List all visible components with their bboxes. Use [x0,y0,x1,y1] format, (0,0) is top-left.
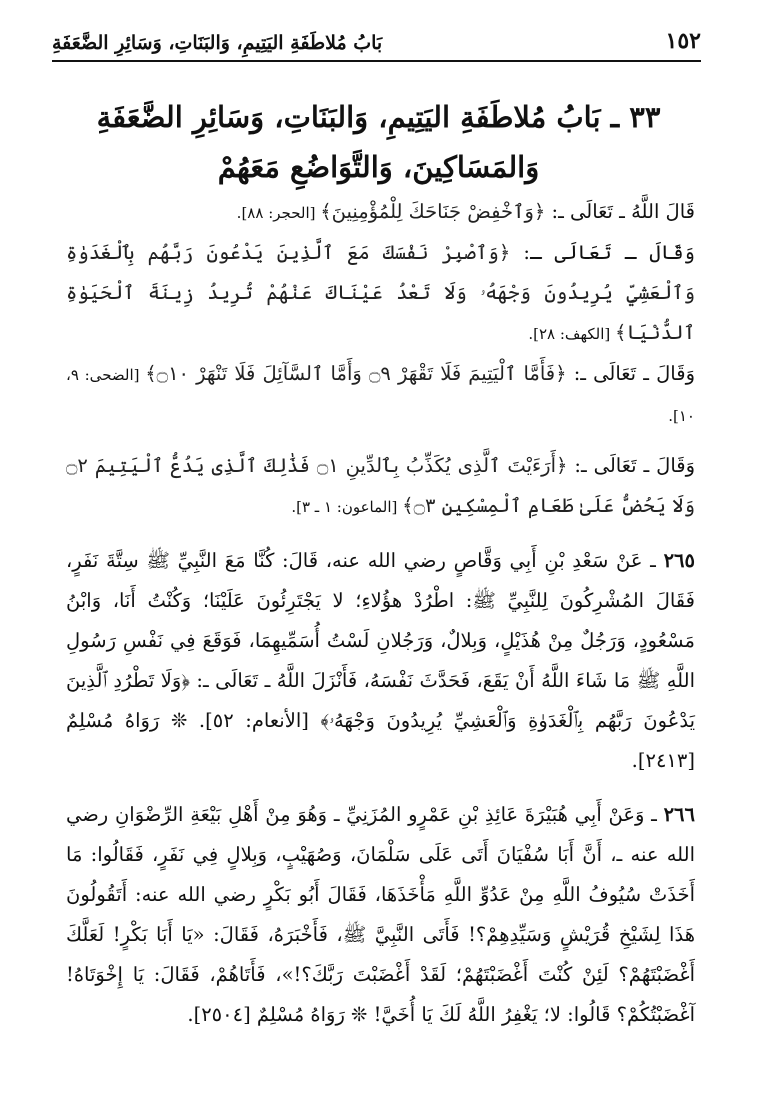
quran-verse: ﴿أَرَءَيْتَ ٱلَّذِى يُكَذِّبُ بِٱلدِّينِ ۝١ فَذَٰلِكَ ٱلَّذِى يَدُعُّ ٱلْيَتِيمَ ۝٢ وَلَا يَحُضُّ عَلَىٰ طَعَامِ ٱلْمِسْكِينِ ۝٣﴾ [66,454,695,517]
verse-intro: وَقَالَ ـ تَعَالَى ـ: [567,454,695,477]
quran-verse: ﴿وَٱخْفِضْ جَنَاحَكَ لِلْمُؤْمِنِينَ﴾ [320,200,546,223]
verse-reference: [الماعون: ١ ـ ٣]. [291,498,403,516]
verse-intro: قَالَ اللَّهُ ـ تَعَالَى ـ: [545,200,695,223]
chapter-title-line2: وَالمَسَاكِينَ، وَالتَّوَاضُعِ مَعَهُمْ [217,150,540,184]
running-title: بَابُ مُلاطَفَةِ اليَتِيمِ، وَالبَنَاتِ، وَسَائِرِ الضَّعَفَةِ [52,32,383,54]
verse-intro: وَقَالَ ـ تَعَالَى ـ: [510,241,695,264]
verse-paragraph [66,354,695,436]
verse-paragraph [66,446,695,527]
page-number: ١٥٢ [665,28,701,54]
verse-paragraph [66,233,695,354]
chapter-title-line1: ٣٣ ـ بَابُ مُلاطَفَةِ اليَتِيمِ، وَالبَنَاتِ، وَسَائِرِ الضَّعَفَةِ [96,100,661,134]
verse-paragraph [66,192,695,233]
hadith-paragraph [66,795,695,1035]
verse-intro: وَقَالَ ـ تَعَالَى ـ: [566,362,695,385]
verse-reference: [الضحى: ٩، ١٠]. [66,366,695,425]
page-header [52,14,701,62]
spacer [66,436,695,446]
chapter-title [60,92,697,192]
quran-verse: ﴿وَٱصْبِرْ نَفْسَكَ مَعَ ٱلَّذِينَ يَدْعُونَ رَبَّهُم بِٱلْغَدَوٰةِ وَٱلْعَشِيِّ يُرِيدُونَ وَجْهَهُۥ وَلَا تَعْدُ عَيْنَاكَ عَنْهُمْ تُرِيدُ زِينَةَ ٱلْحَيَوٰةِ ٱلدُّنْيَا﴾ [66,241,695,344]
hadith-paragraph [66,541,695,781]
body-text [66,192,695,1035]
hadith-text: ـ عَنْ سَعْدِ بْنِ أَبِي وَقَّاصٍ رضي الله عنه، قَالَ: كُنَّا مَعَ النَّبِيِّ ﷺ سِتَّةَ نَفَرٍ، فَقَالَ المُشْرِكُونَ لِلنَّبِيِّ ﷺ: اطْرُدْ هؤُلاءِ؛ لا يَجْتَرِئُونَ عَلَيْنَا؛ وَكُنْتُ أَنَا، وَابْنُ مَسْعُودٍ، وَرَجُلٌ مِنْ هُذَيْلٍ، وَبِلالٌ، وَرَجُلانِ لَسْتُ أُسَمِّيهِمَا، فَوَقَعَ فِي نَفْسِ رَسُولِ اللَّهِ ﷺ مَا شَاءَ اللَّهُ أَنْ يَقَعَ، فَحَدَّثَ نَفْسَهُ، فَأَنْزَلَ اللَّهُ ـ تَعَالَى ـ: ﴿وَلَا تَطْرُدِ ٱلَّذِينَ يَدْعُونَ رَبَّهُم بِٱلْغَدَوٰةِ وَٱلْعَشِيِّ يُرِيدُونَ وَجْهَهُۥ﴾ [الأنعام: ٥٢]. ❊ رَوَاهُ مُسْلِمٌ [٢٤١٣]. [66,549,695,772]
hadith-number: ٢٦٥ [663,549,695,572]
hadith-number: ٢٦٦ [663,803,695,826]
quran-verse: ﴿فَأَمَّا ٱلْيَتِيمَ فَلَا تَقْهَرْ ۝٩ وَأَمَّا ٱلسَّآئِلَ فَلَا تَنْهَرْ ۝١٠﴾ [145,362,567,385]
hadith-text: ـ وَعَنْ أَبِي هُبَيْرَةَ عَائِذِ بْنِ عَمْرٍو المُزَنِيِّ ـ وَهُوَ مِنْ أَهْلِ بَيْعَةِ الرِّضْوَانِ رضي الله عنه ـ، أَنَّ أَبَا سُفْيَانَ أَتَى عَلَى سَلْمَانَ، وَصُهَيْبٍ، وَبِلالٍ فِي نَفَرٍ، فَقَالُوا: مَا أَخَذَتْ سُيُوفُ اللَّهِ مِنْ عَدُوِّ اللَّهِ مَأْخَذَهَا، فَقَالَ أَبُو بَكْرٍ رضي الله عنه: أَتَقُولُونَ هَذَا لِشَيْخِ قُرَيْشٍ وَسَيِّدِهِمْ؟! فَأَتَى النَّبِيَّ ﷺ، فَأَخْبَرَهُ، فَقَالَ: «يَا أَبَا بَكْرٍ! لَعَلَّكَ أَغْضَبْتَهُمْ؟ لَئِنْ كُنْتَ أَغْضَبْتَهُمْ؛ لَقَدْ أَغْضَبْتَ رَبَّكَ؟!»، فَأَتَاهُمْ، فَقَالَ: يَا إِخْوَتَاهُ! آغْضَبْتُكُمْ؟ قَالُوا: لا؛ يَغْفِرُ اللَّهُ لَكَ يَا أُخَيَّ! ❊ رَوَاهُ مُسْلِمٌ [٢٥٠٤]. [66,803,695,1026]
verse-reference: [الحجر: ٨٨]. [236,204,321,222]
verse-reference: [الكهف: ٢٨]. [528,325,616,343]
